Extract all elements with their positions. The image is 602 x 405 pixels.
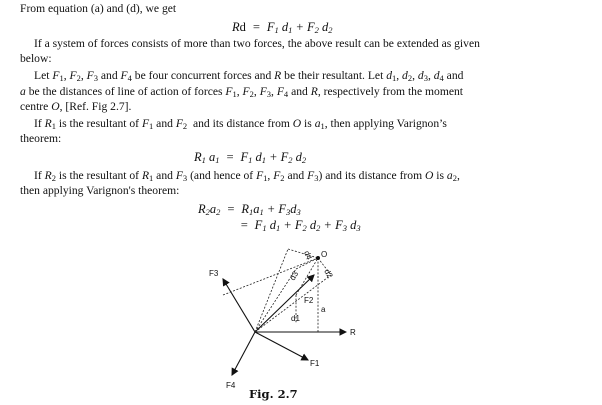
force-diagram xyxy=(200,235,400,395)
label-f3: F3 xyxy=(209,269,219,278)
figure-2-7 xyxy=(200,235,400,395)
para1-line2: below: xyxy=(20,52,52,65)
para4-line1: If $R_2$ is the resultant of $R_1$ and $F_3$ (and hence of $F_1$, $F_2$ and $F_3$) and its distance from O is $a_2$, xyxy=(34,169,460,183)
equation-r2a2: $R_2a_2 = R_1a_1 + F_3d_3$ xyxy=(198,202,301,217)
label-r: R xyxy=(350,328,356,337)
label-f2: F2 xyxy=(304,296,314,305)
label-d1: d1 xyxy=(291,314,300,323)
para1-line1: If a system of forces consists of more than two forces, the above result can be extended as given xyxy=(34,37,480,50)
para2-line3: centre O, [Ref. Fig 2.7]. xyxy=(20,100,132,113)
label-a: a xyxy=(321,305,326,314)
label-f1: F1 xyxy=(310,359,320,368)
label-f4: F4 xyxy=(226,381,236,390)
label-d3: d3 xyxy=(287,269,301,282)
construction-lines xyxy=(223,249,331,332)
equation-rd-text: $Rd = F_1$ $d_1 + F_2$ $d_2$ xyxy=(232,20,333,35)
intro-text: From equation (a) and (d), we get xyxy=(20,2,177,15)
moment-centre-o xyxy=(316,256,320,260)
figure-caption: Fig. 2.7 xyxy=(249,387,298,401)
para2-line1: Let $F_1$, $F_2$, $F_3$ and $F_4$ be four concurrent forces and R be their resultant. Let $d_1$, $d_2$, $d_3$, $d_4$ and xyxy=(34,69,464,83)
force-f3-arrow xyxy=(223,279,255,332)
para2-line2: a be the distances of line of action of forces $F_1$, $F_2$, $F_3$, $F_4$ and R, respectively from the moment xyxy=(20,85,464,99)
para4-line2: then applying Varignon's theorem: xyxy=(20,184,180,197)
label-d4: d4 xyxy=(302,249,314,262)
equation-r1a1: $R_1$ $a_1 = F_1$ $d_1 + F_2$ $d_2$ xyxy=(194,150,307,165)
force-f4-arrow xyxy=(232,332,255,375)
label-d2: d2 xyxy=(322,267,335,280)
equation-rd xyxy=(232,20,333,34)
label-o: O xyxy=(321,250,328,259)
para3-line2: theorem: xyxy=(20,132,62,145)
para3-line1: If $R_1$ is the resultant of $F_1$ and $F_2$ and its distance from O is $a_1$, then applying Varignon’s xyxy=(34,117,447,131)
force-f1-arrow xyxy=(255,332,308,360)
equation-sum: = $F_1$ $d_1 + F_2$ $d_2 + F_3$ $d_3$ xyxy=(240,218,361,233)
